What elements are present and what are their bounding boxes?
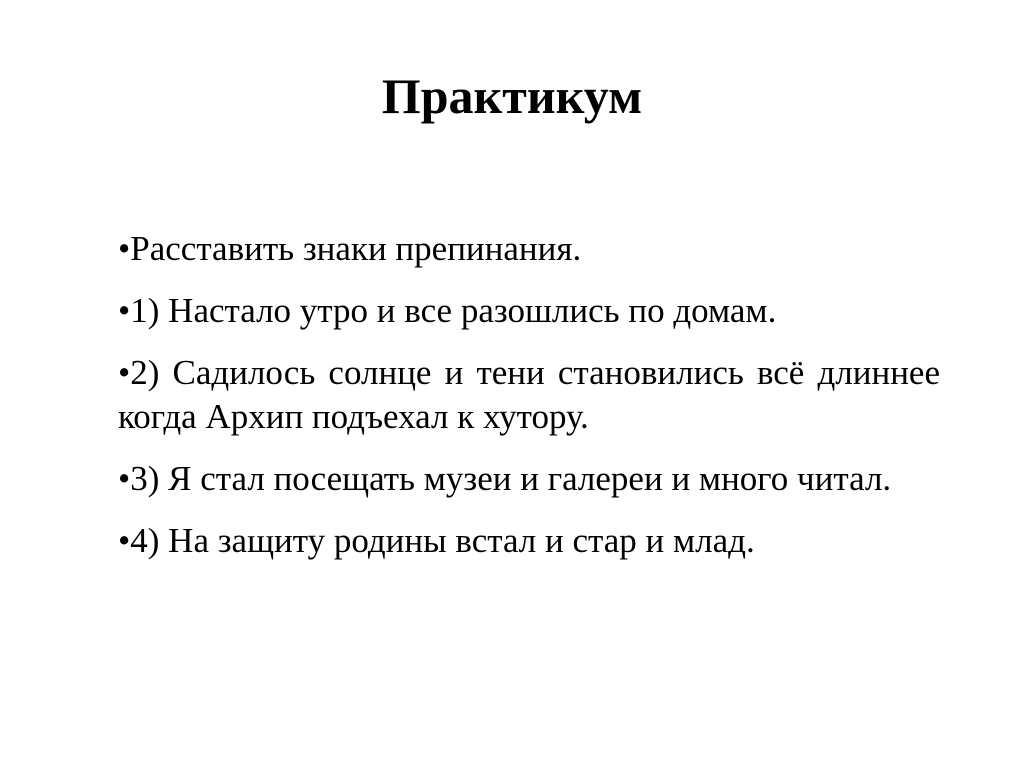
list-item-text: 3) Я стал посещать музеи и галереи и много читал. [130,459,892,498]
list-item-text: Расставить знаки препинания. [130,229,582,268]
list-item-text: 2) Садилось солнце и тени становились всё длиннее когда Архип подъехал к хутору. [118,353,940,436]
bullet-glyph: • [118,521,131,560]
bullet-glyph: • [118,291,131,330]
slide-title: Практикум [381,68,643,124]
list-item-sentence-2 [118,351,940,439]
list-item-text: 1) Настало утро и все разошлись по домам. [130,291,777,330]
bullet-glyph: • [118,459,131,498]
bullet-glyph: • [118,353,131,392]
list-item-text: 4) На защиту родины встал и стар и млад. [130,521,755,560]
list-item-sentence-3 [118,457,940,501]
list-item-instruction [118,227,940,271]
list-item-sentence-1 [118,289,940,333]
list-item-sentence-4 [118,519,940,563]
bullet-list [118,227,940,581]
bullet-glyph: • [118,229,131,268]
